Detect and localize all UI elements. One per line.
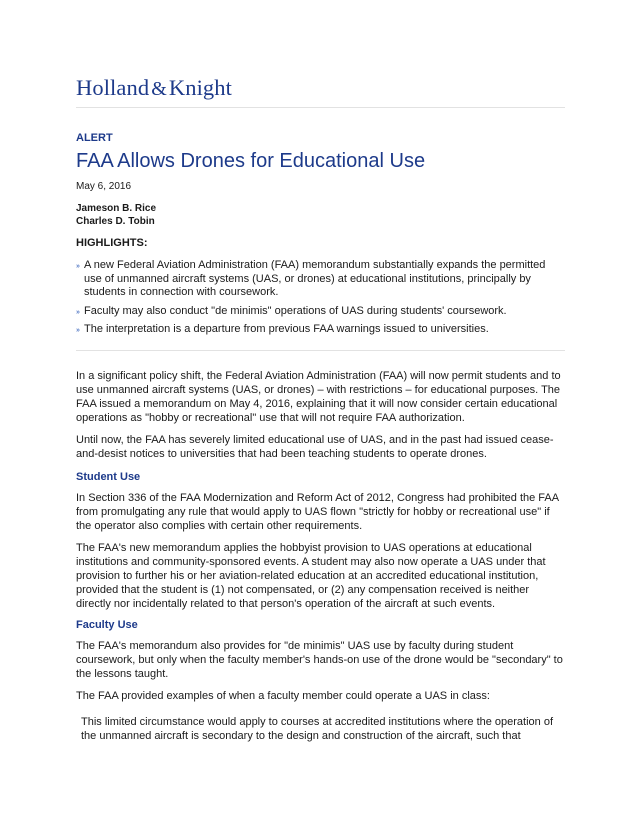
faculty-memo-paragraph: The FAA's memorandum also provides for "de minimis" UAS use by faculty during student coursework, but only when the faculty member's hands-on use of the drone would be "secondary" to the lessons taught. [76, 640, 563, 680]
highlight-text: Faculty may also conduct "de minimis" operations of UAS during students' coursework. [84, 304, 507, 317]
bullet-icon: » [76, 263, 80, 270]
publish-date: May 6, 2016 [76, 181, 132, 192]
article-type-label: ALERT [76, 132, 113, 144]
author-name[interactable]: Charles D. Tobin [76, 216, 155, 227]
student-use-heading: Student Use [76, 471, 141, 483]
intro-paragraph: In a significant policy shift, the Federal Aviation Administration (FAA) will now permit students and to use unmanned aircraft systems (UAS, or drones) – with restrictions – for educational purposes. The FAA issued a memorandum on May 4, 2016, explaining that it will now consider certain educational operations as "hobby or recreational" use that will not require FAA authorization. [76, 370, 561, 424]
highlights-list [76, 259, 565, 342]
header-divider [76, 107, 565, 108]
logo-knight: Knight [168, 75, 232, 100]
list-item [76, 259, 565, 300]
author-name[interactable]: Jameson B. Rice [76, 203, 157, 214]
logo-ampersand: & [151, 78, 167, 100]
page-title: FAA Allows Drones for Educational Use [76, 150, 426, 172]
faculty-use-heading: Faculty Use [76, 619, 138, 631]
section-336-paragraph: In Section 336 of the FAA Modernization and Reform Act of 2012, Congress had prohibited the FAA from promulgating any rule that would apply to UAS flown "strictly for hobby or recreational use" if the operator also complies with certain other requirements. [76, 492, 559, 532]
logo-holland: Holland [76, 75, 150, 100]
list-item [76, 305, 565, 319]
highlight-text: A new Federal Aviation Administration (FAA) memorandum substantially expands the permitted use of unmanned aircraft systems (UAS, or drones) at educational institutions, principally by students in connection with coursework. [84, 259, 546, 298]
author-list [76, 202, 156, 228]
section-divider [76, 350, 565, 351]
bullet-icon: » [76, 308, 80, 316]
new-memo-paragraph: The FAA's new memorandum applies the hobbyist provision to UAS operations at educational institutions and community-sponsored events. A student may also now operate a UAS under that provision to further his or her aviation-related education at an accredited educational institution, provided that the student is (1) not compensated, or (2) any compensation received is neither directly nor incidentally related to that person's operation of the aircraft at such events. [76, 542, 546, 610]
examples-paragraph: The FAA provided examples of when a faculty member could operate a UAS in class: [76, 690, 490, 702]
until-now-paragraph: Until now, the FAA has severely limited educational use of UAS, and in the past had issued cease-and-desist notices to universities that had been teaching students to operate drones. [76, 434, 554, 460]
bullet-icon: » [76, 327, 80, 334]
quote-paragraph: This limited circumstance would apply to courses at accredited institutions where the operation of the unmanned aircraft is secondary to the design and construction of the aircraft, such that [81, 716, 554, 742]
list-item [76, 323, 565, 337]
highlights-heading: HIGHLIGHTS: [76, 237, 148, 249]
highlight-text: The interpretation is a departure from previous FAA warnings issued to universities. [84, 323, 489, 335]
holland-knight-logo[interactable] [76, 75, 232, 101]
